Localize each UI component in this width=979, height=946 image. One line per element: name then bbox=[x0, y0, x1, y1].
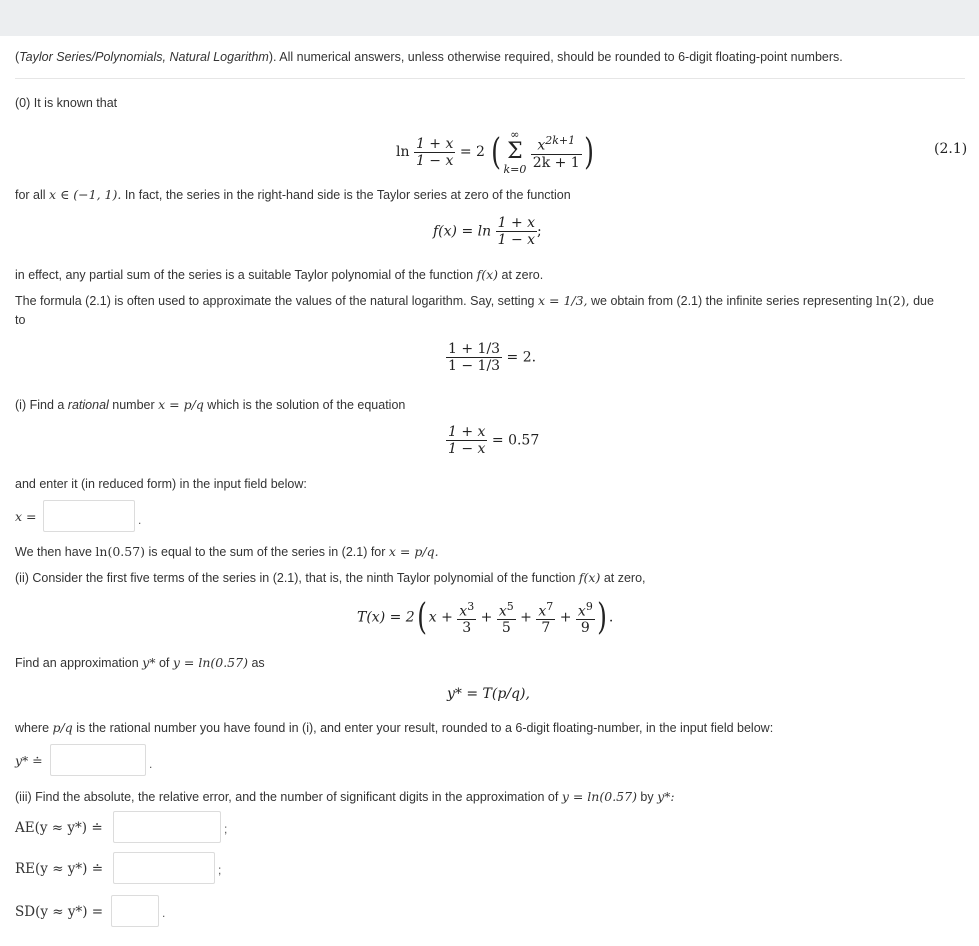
top-bar bbox=[0, 0, 979, 36]
sd-dot: . bbox=[162, 906, 166, 920]
x-input[interactable] bbox=[43, 500, 135, 532]
intro-rest: . All numerical answers, unless otherwise required, should be rounded to 6-digit floating-point numbers. bbox=[273, 50, 843, 64]
intro-topic: Taylor Series/Polynomials, Natural Logarithm bbox=[19, 50, 269, 64]
part1-text: (i) Find a rational number x = p/q which is the solution of the equation bbox=[15, 397, 406, 412]
part1-equation: $\frac{1 + x}{1 - x}$ = 0.57 bbox=[448, 424, 540, 457]
eq-lhs-den: 1 − x bbox=[415, 152, 454, 169]
term-3-num: x bbox=[538, 603, 547, 620]
ae-semicolon: ; bbox=[224, 822, 228, 836]
y-star-input[interactable] bbox=[50, 744, 146, 776]
x-label: x = bbox=[15, 509, 37, 524]
part2-find: Find an approximation y* of y = ln(0.57) as bbox=[15, 655, 265, 670]
term-2-num: x bbox=[498, 603, 507, 620]
ae-input[interactable] bbox=[113, 811, 221, 843]
y-star-equation: y* = T(p/q), bbox=[447, 686, 530, 702]
part1-after: We then have ln(0.57) is equal to the sum of the series in (2.1) for x = p/q. bbox=[15, 544, 439, 559]
ae-label: AE(y ≈ y*) ≐ bbox=[15, 820, 103, 836]
equation-number: (2.1) bbox=[934, 141, 968, 157]
x-dot: . bbox=[138, 513, 142, 527]
divider bbox=[15, 78, 965, 79]
part0-label: (0) It is known that bbox=[15, 96, 118, 110]
re-input[interactable] bbox=[113, 852, 215, 884]
intro-text: (Taylor Series/Polynomials, Natural Logarithm). All numerical answers, unless otherwise required, should be rounded to 6-digit floating-point numbers. bbox=[15, 50, 843, 64]
part2-where: where p/q is the rational number you have found in (i), and enter your result, rounded to a 6-digit floating-number, in the input field below: bbox=[15, 720, 774, 735]
sd-label: SD(y ≈ y*) = bbox=[15, 904, 104, 920]
re-label: RE(y ≈ y*) ≐ bbox=[15, 861, 104, 877]
sum-num-exp: 2k+1 bbox=[545, 134, 576, 148]
sd-input[interactable] bbox=[111, 895, 159, 927]
term-1-num: x bbox=[459, 603, 468, 620]
f-eq: f(x) = ln bbox=[433, 223, 492, 240]
part3-text: (iii) Find the absolute, the relative error, and the number of significant digits in the approximation of y = ln(0.57) by y*: bbox=[15, 789, 675, 804]
eq-lhs-num: 1 + x bbox=[415, 135, 454, 152]
sum-top: ∞ bbox=[510, 128, 520, 141]
part0-line2: in effect, any partial sum of the series is a suitable Taylor polynomial of the function f(x) at zero. bbox=[15, 267, 544, 282]
y-label: y* ≐ bbox=[15, 753, 43, 768]
sum-bot: k=0 bbox=[503, 163, 527, 176]
y-dot: . bbox=[149, 757, 153, 771]
sum-num: x bbox=[537, 137, 546, 154]
f-definition: f(x) = ln $\frac{1 + x}{1 - x}$ ; bbox=[433, 215, 542, 248]
part1-enter: and enter it (in reduced form) in the input field below: bbox=[15, 477, 307, 491]
re-semicolon: ; bbox=[218, 863, 222, 877]
part2-text: (ii) Consider the first five terms of the series in (2.1), that is, the ninth Taylor polynomial of the function f(x) at zero, bbox=[15, 570, 646, 585]
eq-coef: = 2 bbox=[459, 144, 485, 160]
example-equation: $\frac{1 + 1/3}{1 - 1/3}$ = 2. bbox=[448, 341, 537, 374]
equation-2-1: ln $\frac{1 + x}{1 - x}$ = 2 ( ∞ Σ k=0 $\frac{x^{2k+1}}{2k + 1}$ ) bbox=[396, 128, 594, 176]
part0-line3: The formula (2.1) is often used to approximate the values of the natural logarithm. Say, setting x = 1/3, we obtain from (2.1) the infinite series representing ln(2), due bbox=[15, 293, 934, 308]
term-4-num: x bbox=[577, 603, 586, 620]
taylor-polynomial: T(x) = 2( x + $\frac{x^3}{3}$ + $\frac{x^5}{5}$ + $\frac{x^7}{7}$ + $\frac{x^9}{9}$ ) . bbox=[357, 597, 614, 638]
part0-line1: for all x ∈ (−1, 1). In fact, the series in the right-hand side is the Taylor series at zero of the function bbox=[15, 187, 571, 202]
sum-den: 2k + 1 bbox=[532, 154, 580, 171]
part0-line3-cont: to bbox=[15, 313, 26, 327]
